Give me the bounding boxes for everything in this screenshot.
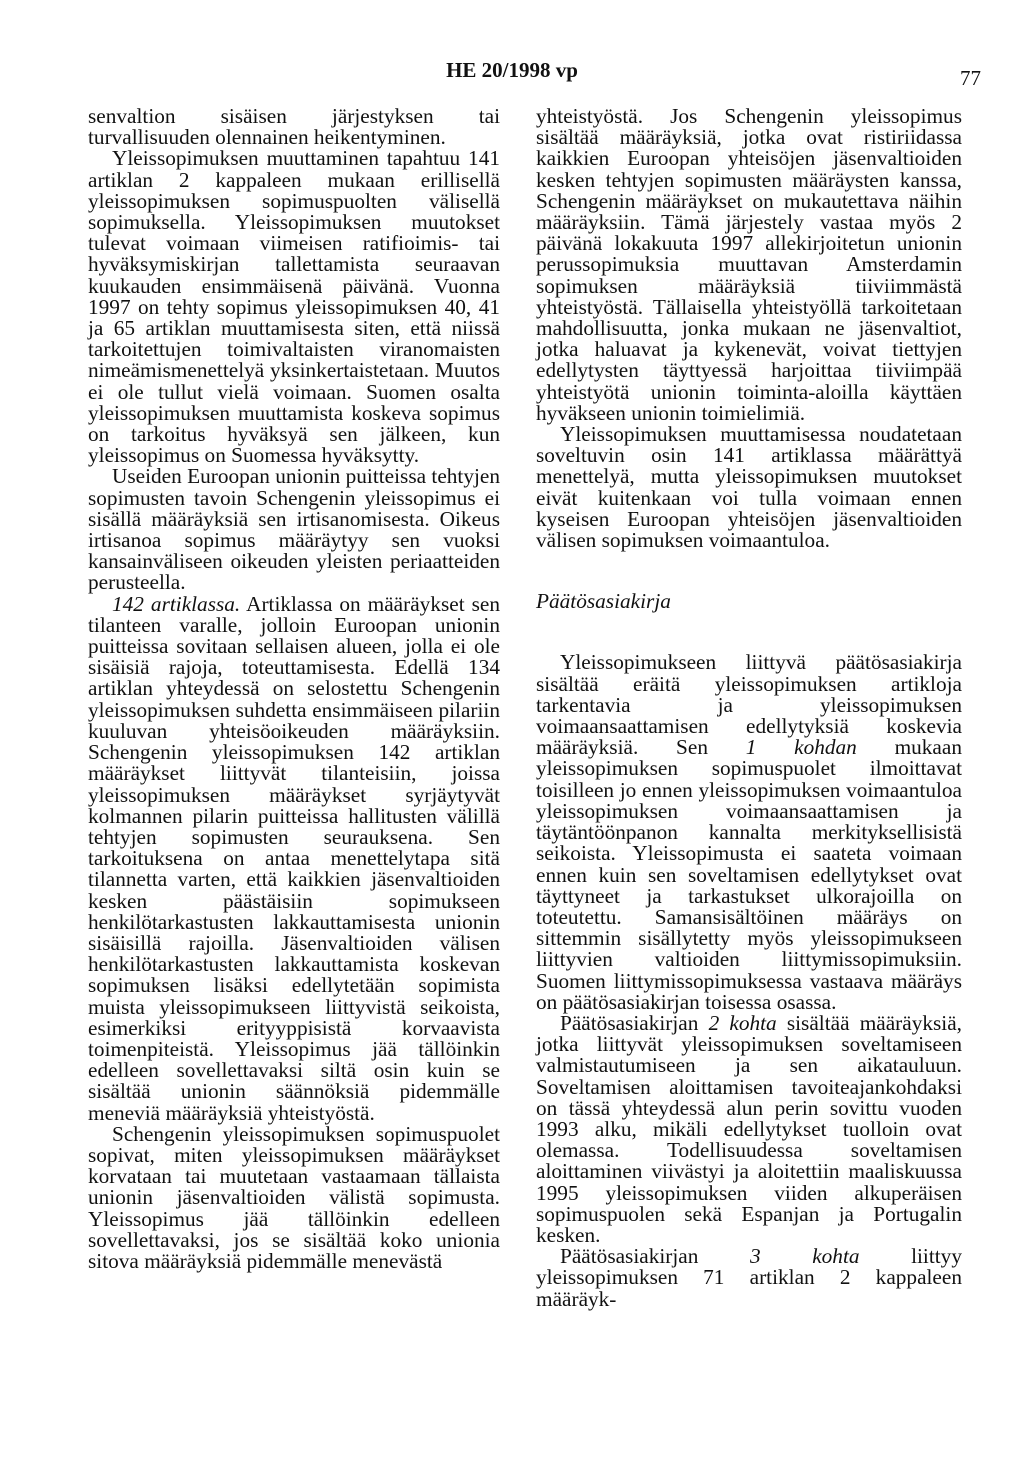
paragraph bbox=[536, 652, 962, 1012]
paragraph-text: Päätösasiakirjan bbox=[560, 1010, 709, 1035]
page-header-title: HE 20/1998 vp bbox=[446, 58, 578, 82]
paragraph-text: liittyy yleissopimuksen 71 artiklan 2 kappaleen määräyk- bbox=[536, 1244, 962, 1311]
emphasis: 1 kohdan bbox=[745, 735, 857, 760]
paragraph: Useiden Euroopan unionin puitteissa tehtyjen sopimusten tavoin Schengenin yleissopimus ei sisällä määräyksiä sen irtisanomisesta. Oikeus irtisanoa sopimus määräytyy sen vuoksi kansainväliseen oikeuden yleisten periaatteiden perusteella. bbox=[88, 464, 501, 595]
emphasis: 2 kohta bbox=[708, 1010, 777, 1035]
paragraph-text: Artiklassa on määräykset sen tilanteen varalle, jolloin Euroopan unionin puitteissa sovitaan sellaisen alueen, jolla ei ole sisäisiä rajoja, toteuttamisesta. Edellä 134 artiklan yhteydessä on selostettu Schengenin yleissopimuksen suhdetta ensimmäiseen pilariin kuuluvan yhteisöoikeuden määräyksiin. Schengenin yleissopimuksen 142 artiklan määräykset liittyvät tilanteisiin, joissa yleissopimuksen määräykset syrjäytyvät kolmannen pilarin puitteissa hallitusten välillä tehtyjen sopimusten seurauksena. Sen tarkoituksena on antaa menettelytapa sitä tilannetta varten, että kaikkien jäsenvaltioiden kesken päästäisiin sopimukseen henkilötarkastusten lakkauttamisesta unionin sisäisillä rajoilla. Jäsenvaltioiden välisen henkilötarkastusten lakkauttamista koskevan sopimuksen lisäksi edellytetään sopimista muista yleissopimukseen liittyvistä seikoista, esimerkiksi erityyppisistä korvaavista toimenpiteistä. Yleissopimus jää tällöinkin edelleen sovellettavaksi siltä osin kuin se sisältää unionin säännöksiä pidemmälle meneviä määräyksiä yhteistyöstä. bbox=[88, 591, 500, 1125]
paragraph bbox=[536, 1246, 962, 1310]
page-number: 77 bbox=[960, 66, 981, 90]
emphasis: 3 kohta bbox=[749, 1244, 860, 1269]
paragraph: Yleissopimuksen muuttamisessa noudatetaan soveltuvin osin 141 artiklassa määrättyä menettelyä, mutta yleissopimuksen muutokset eivät kuitenkaan voi tulla voimaan ennen kyseisen Euroopan yhteisöjen jäsenvaltioiden välisen sopimuksen voimaantuloa. bbox=[536, 422, 962, 553]
article-heading: 142 artiklassa. bbox=[112, 591, 241, 616]
paragraph-text: Yleissopimukseen liittyvä päätösasiakirja sisältää eräitä yleissopimuksen artikloja tarkentavia ja yleissopimuksen voimaansaattamisen edellytyksiä koskevia määräyksiä. Sen bbox=[536, 650, 962, 760]
paragraph-text: sisältää määräyksiä, jotka liittyvät yleissopimuksen soveltamiseen valmistautumiseen ja sen aikatauluun. Soveltamisen aloittamisen tavoiteajankohdaksi on tässä yhteydessä alun perin sovittu vuoden 1993 alku, mikäli edellytykset tuolloin ovat olemassa. Todellisuudessa soveltamisen aloittaminen viivästyi ja aloitettiin maaliskuussa 1995 yleissopimuksen viiden alkuperäisen sopimuspuolen sekä Espanjan ja Portugalin kesken. bbox=[536, 1010, 962, 1247]
paragraph-text: Päätösasiakirjan bbox=[560, 1244, 750, 1269]
section-heading bbox=[536, 591, 962, 612]
paragraph: Schengenin yleissopimuksen sopimuspuolet sopivat, miten yleissopimuksen määräykset korvataan tai muutetaan vastaamaan tällaista unionin jäsenvaltioiden välistä sopimusta. Yleissopimus jää tällöinkin edelleen sovellettavaksi, jos se sisältää koko unionia sitova määräyksiä pidemmälle menevästä bbox=[88, 1121, 500, 1273]
paragraph bbox=[536, 1010, 962, 1247]
paragraph: yhteistyöstä. Jos Schengenin yleissopimus sisältää määräyksiä, jotka ovat ristiriidassa kaikkien Euroopan yhteisöjen jäsenvaltioiden kesken tehtyjen sopimusten määräysten kanssa, Schengenin määräykset on mukautettava näihin määräyksiin. Tämä järjestely vastaa myös 2 päivänä lokakuuta 1997 allekirjoitetun unionin perussopimuksia muuttavan Amsterdamin sopimuksen määräyksiä tiiviimmästä yhteistyöstä. Tällaisella yhteistyöllä tarkoitetaan mahdollisuutta, jonka mukaan ne jäsenvaltiot, jotka haluavat ja kykenevät, voivat tiettyjen edellytysten täyttyessä harjoittaa tiiviimpää yhteistyötä unionin toiminta-aloilla käyttäen hyväkseen unionin toimielimiä. bbox=[536, 104, 962, 425]
paragraph-text: mukaan yleissopimuksen sopimuspuolet ilmoittavat toisilleen jo ennen yleissopimuksen voimaantuloa yleissopimuksen voimaansaattamisen ja täytäntöönpanon kannalta merkityksellisistä seikoista. Yleissopimusta ei saateta voimaan ennen kuin sen soveltamisen edellytykset ovat täyttyneet ja tarkastukset ulkorajoilla on toteutettu. Samansisältöinen määräys on sittemmin sisällytetty myös yleissopimukseen liittyvien valtioiden liittymissopimuksiin. Suomen liittymissopimuksessa vastaava määräys on päätösasiakirjan toisessa osassa. bbox=[536, 735, 962, 1014]
paragraph: senvaltion sisäisen järjestyksen tai turvallisuuden olennainen heikentyminen. bbox=[88, 104, 500, 150]
left-column bbox=[88, 106, 500, 1272]
right-column bbox=[536, 106, 962, 1310]
paragraph: Yleissopimuksen muuttaminen tapahtuu 141 artiklan 2 kappaleen mukaan erillisellä yleissopimuksen sopimuspuolten välisellä sopimuksella. Yleissopimuksen muutokset tulevat voimaan viimeisen ratifioimis- tai hyväksymiskirjan tallettamista seuraavan kuukauden ensimmäisenä päivänä. Vuonna 1997 on tehty sopimus yleissopimuksen 40, 41 ja 65 artiklan muuttamisesta siten, että niissä tarkoitettujen toimivaltaisten viranomaisten nimeämismenettelyä yksinkertaistetaan. Muutos ei ole tullut vielä voimaan. Suomen osalta yleissopimuksen muuttamista koskeva sopimus on tarkoitus hyväksyä sen jälkeen, kun yleissopimus on Suomessa hyväksytty. bbox=[88, 146, 500, 468]
section-heading-text: Päätösasiakirja bbox=[536, 589, 671, 614]
paragraph bbox=[88, 591, 500, 1125]
